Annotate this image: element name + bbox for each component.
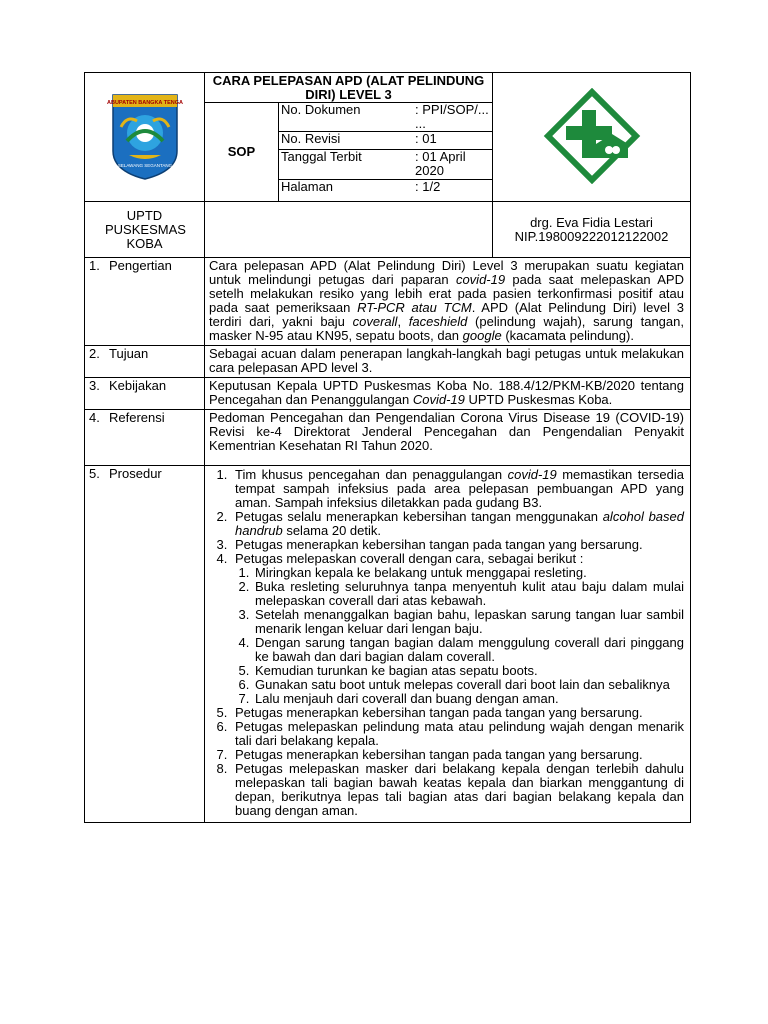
puskesmas-logo (542, 88, 642, 184)
list-item: 2. Petugas selalu menerapkan kebersihan tangan menggunakan alcohol based handrub selama 20 detik. (231, 510, 684, 538)
sop-table (84, 72, 691, 823)
logo-top-text: KABUPATEN BANGKA TENGAH (106, 99, 183, 106)
sop-label: SOP (205, 103, 279, 202)
logo-right-cell (493, 73, 691, 202)
list-item: 3. Setelah menanggalkan bagian bahu, lepaskan sarung tangan luar sambil menarik lengan keluar dari lengan baju. (253, 608, 684, 636)
list-item: 8. Petugas melepaskan masker dari belakang kepala dengan terlebih dahulu melepaskan tali bagian bawah keatas kepala dan biarkan menggantung di depan, berikutnya lepas tali bagian atas dari bagian belakang kepala dan buang dengan aman. (231, 762, 684, 818)
meta-tanggal (279, 150, 493, 180)
signer-name: drg. Eva Fidia Lestari (530, 214, 653, 230)
sop-document (84, 72, 690, 823)
list-item: 7. Lalu menjauh dari coverall dan buang dengan aman. (253, 692, 684, 706)
section-body-referensi: Pedoman Pencegahan dan Pengendalian Corona Virus Disease 19 (COVID-19) Revisi ke-4 Direktorat Jenderal Pencegahan dan Pengendalian Penyakit Kementrian Kesehatan RI Tahun 2020. (205, 410, 691, 466)
section-body-pengertian: Cara pelepasan APD (Alat Pelindung Diri) Level 3 merupakan suatu kegiatan untuk melindungi petugas dari paparan covid-19 pada saat melepaskan APD setelh melakukan resiko yang lebih erat pada pasien terkonfirmasi positif atau pada saat pemeriksaan RT-PCR atau TCM. APD (Alat Pelindung Diri) level 3 terdiri dari, yakni baju coverall, faceshield (pelindung wajah), sarung tangan, masker N-95 atau KN95, sepatu boots, dan google (kacamata pelindung). (205, 258, 691, 346)
list-item: 5. Kemudian turunkan ke bagian atas sepatu boots. (253, 664, 684, 678)
coverall-sublist (235, 566, 684, 706)
procedure-list (205, 468, 690, 822)
bangka-tengah-logo (107, 91, 183, 181)
list-item: 4. Dengan sarung tangan bagian dalam menggulung coverall dari pinggang ke bawah dan dari bagian dalam coverall. (253, 636, 684, 664)
meta-value: : PPI/SOP/... ... (415, 102, 489, 131)
section-label-pengertian: 1. Pengertian (85, 258, 205, 346)
section-label-referensi: 4. Referensi (85, 410, 205, 466)
list-item: 1. Tim khusus pencegahan dan penaggulangan covid-19 memastikan tersedia tempat sampah infeksius pada area pelepasan pembuangan APD yang aman. Sampah infeksius diletakkan pada gudang B3. (231, 468, 684, 510)
meta-key: Halaman (281, 179, 334, 194)
list-item: 6. Gunakan satu boot untuk melepas coverall dari boot lain dan sebaliknya (253, 678, 684, 692)
logo-bottom-text: SELAWANG SEGANTANG (117, 162, 172, 168)
org-blank (205, 202, 493, 258)
meta-dokumen (279, 103, 493, 132)
meta-revisi (279, 132, 493, 150)
section-label-tujuan: 2. Tujuan (85, 346, 205, 378)
list-item: 6. Petugas melepaskan pelindung mata atau pelindung wajah dengan menarik tali dari belakang kepala. (231, 720, 684, 748)
meta-key: No. Dokumen (281, 102, 361, 117)
section-body-kebijakan: Keputusan Kepala UPTD Puskesmas Koba No. 188.4/12/PKM-KB/2020 tentang Pencegahan dan Penanggulangan Covid-19 UPTD Puskesmas Koba. (205, 378, 691, 410)
section-body-tujuan: Sebagai acuan dalam penerapan langkah-langkah bagi petugas untuk melakukan cara pelepasan APD level 3. (205, 346, 691, 378)
meta-key: Tanggal Terbit (281, 149, 362, 164)
list-item: 2. Buka resleting seluruhnya tanpa menyentuh kulit atau baju dalam mulai melepaskan coverall dari atas kebawah. (253, 580, 684, 608)
list-item: 7. Petugas menerapkan kebersihan tangan pada tangan yang bersarung. (231, 748, 684, 762)
org-name: UPTD PUSKESMAS KOBA (85, 202, 205, 258)
meta-halaman (279, 180, 493, 202)
section-label-kebijakan: 3. Kebijakan (85, 378, 205, 410)
list-item: 4. Petugas melepaskan coverall dengan cara, sebagai berikut : 1. Miringkan kepala ke belakang untuk menggapai resleting. 2. Buka resleting seluruhnya tanpa menyentuh kulit atau baju dalam mulai melepaskan coverall dari atas kebawah. 3. Setelah menanggalkan bagian bahu, lepaskan sarung tangan luar sambil menarik lengan keluar dari lengan baju. 4. Dengan sarung tangan bagian dalam menggulung coverall dari pinggang ke bawah dan dari bagian dalam coverall. 5. Kemudian turunkan ke bagian atas sepatu boots. 6. Gunakan satu boot untuk melepas coverall dari boot lain dan sebaliknya 7. Lalu menjauh dari coverall dan buang dengan aman. (231, 552, 684, 706)
section-body-prosedur (205, 466, 691, 823)
meta-value: : 01 (415, 131, 437, 146)
meta-key: No. Revisi (281, 131, 341, 146)
signer-cell (493, 202, 691, 258)
signer-nip: NIP.198009222012122002 (514, 228, 669, 244)
section-label-prosedur: 5. Prosedur (85, 466, 205, 823)
meta-value: : 1/2 (415, 179, 441, 194)
document-title: CARA PELEPASAN APD (ALAT PELINDUNG DIRI) LEVEL 3 (205, 73, 493, 103)
logo-left-cell (85, 73, 205, 202)
list-item: 5. Petugas menerapkan kebersihan tangan pada tangan yang bersarung. (231, 706, 684, 720)
list-item: 3. Petugas menerapkan kebersihan tangan pada tangan yang bersarung. (231, 538, 684, 552)
meta-value: : 01 April 2020 (415, 149, 466, 178)
list-item: 1. Miringkan kepala ke belakang untuk menggapai resleting. (253, 566, 684, 580)
